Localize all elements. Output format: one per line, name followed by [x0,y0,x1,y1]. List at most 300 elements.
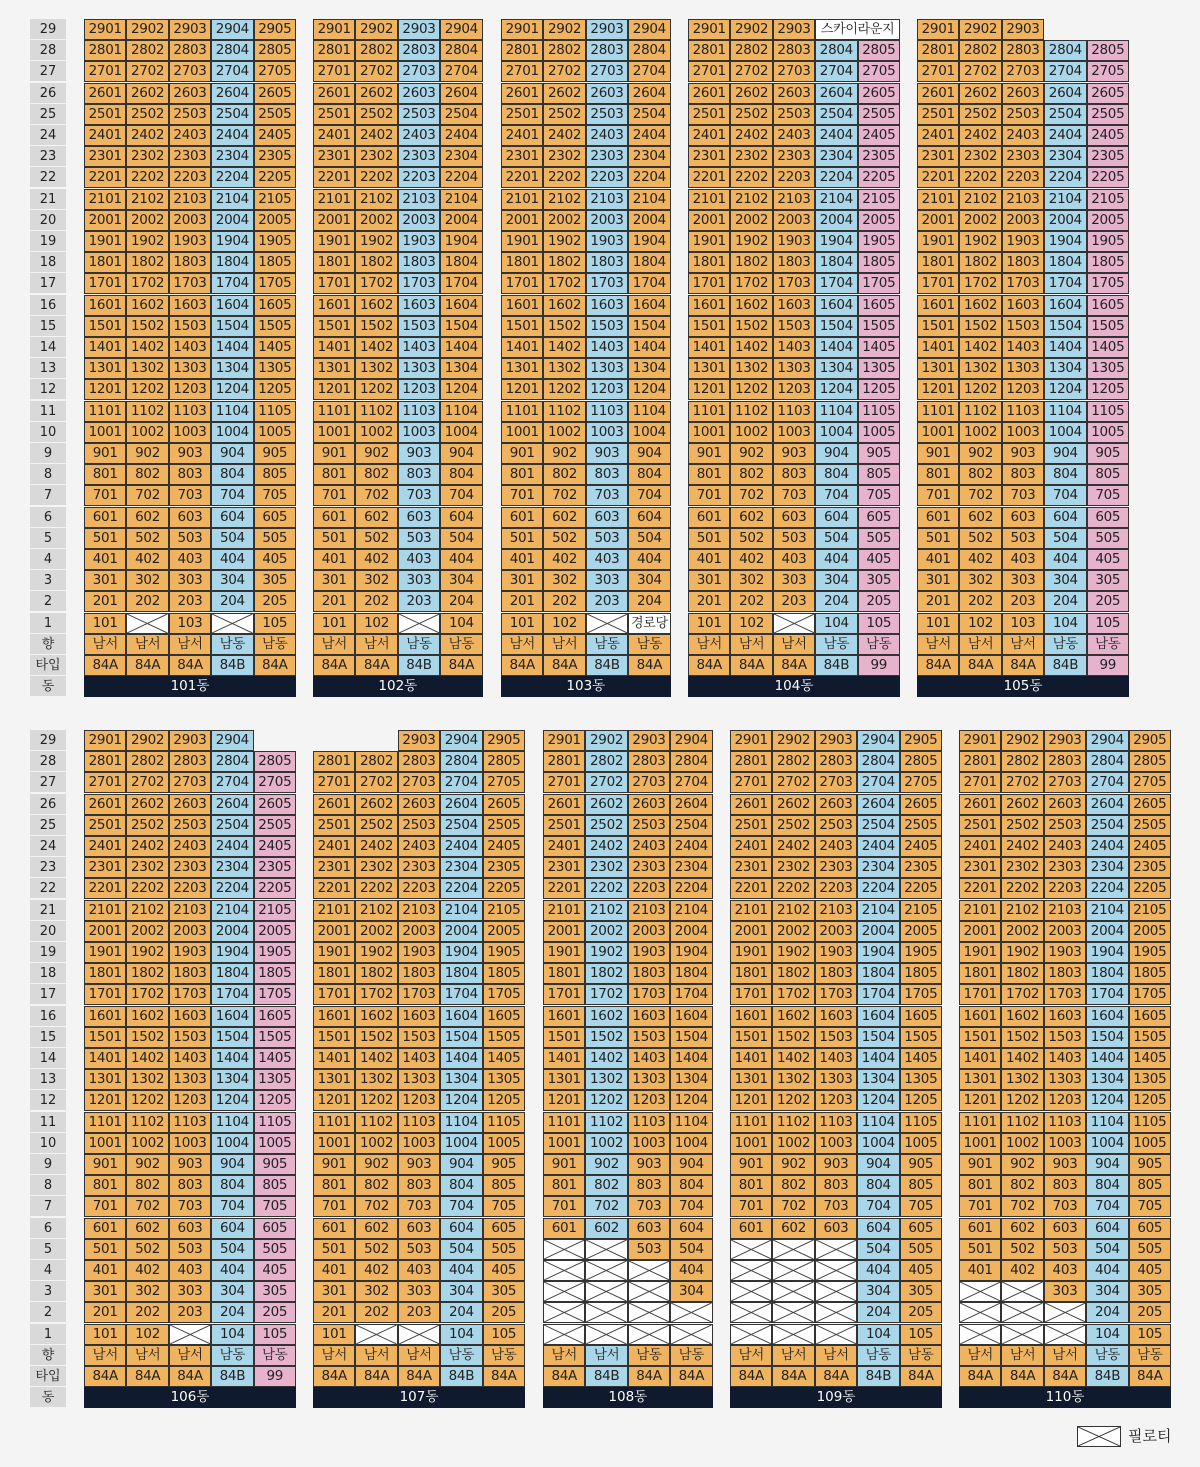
unit-cell: 602 [772,1218,814,1239]
unit-cell: 2201 [959,878,1001,899]
unit-cell: 1804 [1044,252,1086,273]
unit-cell-special: 경로당 [628,613,670,634]
unit-cell: 201 [84,591,126,612]
floor-label: 11 [30,401,66,422]
unit-cell: 1205 [1129,1090,1171,1111]
unit-cell: 2003 [169,210,211,231]
unit-cell: 1004 [857,1133,899,1154]
piloti-cell [398,613,440,634]
unit-cell: 203 [169,591,211,612]
unit-cell: 2302 [1001,857,1043,878]
unit-cell: 303 [586,570,628,591]
unit-cell: 605 [254,507,296,528]
piloti-cell [815,1239,857,1260]
unit-cell: 1801 [84,963,126,984]
unit-cell: 2504 [211,104,253,125]
unit-cell: 1602 [355,1006,397,1027]
unit-cell: 1504 [211,1027,253,1048]
unit-cell: 2001 [84,921,126,942]
unit-cell: 1801 [313,963,355,984]
unit-cell: 802 [126,1175,168,1196]
unit-cell: 1805 [1087,252,1129,273]
direction-cell: 남서 [815,1345,857,1366]
unit-cell: 1701 [313,984,355,1005]
unit-cell: 205 [858,591,900,612]
unit-cell: 1605 [254,1006,296,1027]
unit-cell: 701 [959,1196,1001,1217]
unit-cell: 1701 [959,984,1001,1005]
unit-cell: 2403 [398,125,440,146]
unit-cell: 2103 [398,900,440,921]
unit-cell: 903 [169,1154,211,1175]
unit-cell: 604 [857,1218,899,1239]
unit-cell: 2101 [84,189,126,210]
floor-label: 21 [30,900,66,921]
floor-label: 29 [30,19,66,40]
unit-cell: 1503 [628,1027,670,1048]
unit-cell: 1204 [628,379,670,400]
unit-cell: 403 [1002,549,1044,570]
unit-cell: 401 [501,549,543,570]
unit-cell: 1102 [1001,1112,1043,1133]
unit-cell: 1102 [355,1112,397,1133]
piloti-cell [815,1302,857,1323]
type-cell: 84A [483,1366,525,1387]
unit-cell: 1701 [84,984,126,1005]
unit-cell: 2803 [815,751,857,772]
unit-cell: 1301 [313,358,355,379]
unit-cell: 902 [959,443,1001,464]
unit-cell: 1105 [483,1112,525,1133]
unit-cell: 1404 [440,1048,482,1069]
building-name-bar: 107동 [313,1387,525,1408]
unit-cell: 1202 [585,1090,627,1111]
unit-cell: 902 [355,443,397,464]
unit-cell: 404 [440,1260,482,1281]
unit-cell: 2101 [917,189,959,210]
unit-cell: 1005 [1129,1133,1171,1154]
unit-cell: 2303 [815,857,857,878]
unit-cell: 1002 [730,422,772,443]
unit-cell: 104 [815,613,857,634]
unit-cell: 701 [84,485,126,506]
floor-label: 15 [30,1027,66,1048]
unit-cell: 1202 [730,379,772,400]
unit-cell: 101 [313,613,355,634]
unit-cell: 1604 [440,1006,482,1027]
unit-cell: 2301 [543,857,585,878]
unit-cell: 2703 [169,772,211,793]
unit-cell: 704 [211,1196,253,1217]
unit-cell: 403 [586,549,628,570]
direction-cell: 남서 [126,1345,168,1366]
unit-cell: 802 [355,1175,397,1196]
unit-cell: 201 [688,591,730,612]
unit-cell: 1003 [169,1133,211,1154]
unit-cell: 2402 [543,125,585,146]
type-cell: 84A [900,1366,942,1387]
type-cell: 99 [254,1366,296,1387]
unit-cell: 1002 [772,1133,814,1154]
unit-cell: 1804 [211,963,253,984]
unit-cell: 1003 [815,1133,857,1154]
unit-cell: 1803 [628,963,670,984]
unit-cell: 1201 [917,379,959,400]
unit-cell: 603 [169,1218,211,1239]
unit-cell: 2005 [900,921,942,942]
unit-cell: 702 [585,1196,627,1217]
unit-cell: 1005 [900,1133,942,1154]
unit-cell: 503 [169,1239,211,1260]
unit-cell: 1303 [398,358,440,379]
unit-cell: 1002 [543,422,585,443]
unit-cell: 101 [84,613,126,634]
unit-cell: 1402 [355,337,397,358]
unit-cell: 1802 [772,963,814,984]
piloti-cell [1001,1281,1043,1302]
unit-cell: 2903 [773,19,815,40]
unit-cell: 2004 [670,921,712,942]
unit-cell: 101 [313,1324,355,1345]
unit-cell: 2302 [730,146,772,167]
unit-cell: 2503 [1002,104,1044,125]
piloti-cross-icon [816,1325,856,1344]
unit-cell: 1101 [688,401,730,422]
piloti-cell [543,1260,585,1281]
unit-cell: 1002 [1001,1133,1043,1154]
unit-cell: 803 [398,464,440,485]
direction-cell: 남동 [628,634,670,655]
unit-cell: 902 [585,1154,627,1175]
unit-cell: 1004 [211,422,253,443]
unit-cell: 2304 [1086,857,1128,878]
unit-cell: 2103 [586,189,628,210]
unit-cell: 602 [585,1218,627,1239]
unit-cell: 1402 [126,337,168,358]
unit-cell: 703 [1002,485,1044,506]
unit-cell: 604 [211,507,253,528]
unit-cell: 1605 [858,295,900,316]
piloti-cross-icon [816,1240,856,1259]
unit-cell: 402 [126,1260,168,1281]
floor-label: 12 [30,379,66,400]
unit-cell: 2104 [440,900,482,921]
unit-cell: 2801 [959,751,1001,772]
unit-cell: 1902 [1001,942,1043,963]
direction-cell: 남서 [917,634,959,655]
unit-cell: 305 [1087,570,1129,591]
direction-cell: 남동 [1129,1345,1171,1366]
unit-cell: 2801 [313,751,355,772]
direction-cell: 남동 [628,1345,670,1366]
unit-cell: 1401 [84,337,126,358]
unit-cell: 2602 [126,83,168,104]
unit-cell: 1402 [543,337,585,358]
unit-cell: 403 [169,549,211,570]
unit-cell: 602 [126,1218,168,1239]
unit-cell: 2304 [211,857,253,878]
unit-cell: 1403 [398,337,440,358]
unit-cell: 1901 [917,231,959,252]
unit-cell: 802 [730,464,772,485]
floor-label: 9 [30,1154,66,1175]
unit-cell: 2002 [772,921,814,942]
unit-cell: 1103 [169,1112,211,1133]
unit-cell: 1504 [440,316,482,337]
unit-cell: 1602 [730,295,772,316]
unit-cell: 401 [313,549,355,570]
unit-cell: 605 [483,1218,525,1239]
floor-label: 6 [30,1218,66,1239]
piloti-cell [398,1324,440,1345]
piloti-cross-icon [773,1240,813,1259]
unit-cell: 2304 [857,857,899,878]
unit-cell: 1704 [1086,984,1128,1005]
unit-cell: 1003 [1044,1133,1086,1154]
unit-cell: 2501 [84,104,126,125]
type-cell: 84A [628,1366,670,1387]
type-cell: 84A [543,1366,585,1387]
unit-cell: 1202 [355,379,397,400]
type-cell: 84A [959,655,1001,676]
unit-cell: 204 [440,1302,482,1323]
unit-cell: 702 [355,1196,397,1217]
unit-cell: 2902 [126,19,168,40]
unit-cell: 1802 [959,252,1001,273]
unit-cell: 2605 [900,794,942,815]
unit-cell: 202 [126,1302,168,1323]
unit-cell: 804 [670,1175,712,1196]
unit-cell: 2102 [355,900,397,921]
unit-cell: 302 [126,1281,168,1302]
unit-cell: 2202 [355,167,397,188]
unit-cell: 1604 [857,1006,899,1027]
unit-cell: 1301 [917,358,959,379]
unit-cell: 1601 [313,295,355,316]
unit-cell: 2301 [917,146,959,167]
unit-cell: 602 [126,507,168,528]
unit-cell: 804 [440,464,482,485]
type-cell: 84B [857,1366,899,1387]
piloti-cross-icon [1002,1303,1042,1322]
unit-cell: 602 [543,507,585,528]
piloti-cell [1044,1324,1086,1345]
unit-cell: 2004 [815,210,857,231]
unit-cell: 604 [815,507,857,528]
unit-cell: 301 [917,570,959,591]
unit-cell: 2101 [313,189,355,210]
direction-cell: 남서 [730,1345,772,1366]
unit-cell: 1905 [1129,942,1171,963]
piloti-cross-icon [586,1303,626,1322]
unit-cell: 2701 [501,61,543,82]
unit-cell: 1205 [254,1090,296,1111]
direction-cell: 남서 [543,1345,585,1366]
unit-cell: 1202 [959,379,1001,400]
type-cell: 84A [628,655,670,676]
unit-cell: 504 [1044,528,1086,549]
unit-cell: 2101 [688,189,730,210]
unit-cell: 1104 [815,401,857,422]
unit-cell: 2701 [959,772,1001,793]
unit-cell: 1304 [211,358,253,379]
floor-label: 14 [30,1048,66,1069]
unit-cell: 805 [254,1175,296,1196]
unit-cell: 1705 [1087,273,1129,294]
unit-cell: 1404 [670,1048,712,1069]
piloti-cell [772,1239,814,1260]
unit-cell: 1203 [1002,379,1044,400]
unit-cell: 1102 [355,401,397,422]
piloti-cross-icon [773,1261,813,1280]
unit-cell: 2704 [815,61,857,82]
piloti-cell [772,1324,814,1345]
unit-cell: 2005 [254,210,296,231]
unit-cell: 1003 [628,1133,670,1154]
unit-cell: 2805 [900,751,942,772]
unit-cell: 1201 [313,379,355,400]
unit-cell: 1002 [355,422,397,443]
unit-cell: 1904 [815,231,857,252]
unit-cell: 801 [917,464,959,485]
unit-cell: 1302 [959,358,1001,379]
unit-cell: 2702 [355,772,397,793]
unit-cell: 1103 [773,401,815,422]
unit-cell: 1705 [1129,984,1171,1005]
unit-cell: 1302 [1001,1069,1043,1090]
unit-cell: 802 [543,464,585,485]
unit-cell: 1505 [254,316,296,337]
unit-cell: 1901 [84,942,126,963]
unit-cell: 2802 [355,751,397,772]
unit-cell: 1805 [254,252,296,273]
piloti-cross-icon [816,1282,856,1301]
unit-cell: 205 [1087,591,1129,612]
unit-cell: 1304 [1086,1069,1128,1090]
piloti-cell [772,1260,814,1281]
unit-cell: 2903 [586,19,628,40]
unit-cell: 1704 [857,984,899,1005]
direction-cell: 남서 [959,1345,1001,1366]
unit-cell: 2304 [670,857,712,878]
unit-cell: 404 [670,1260,712,1281]
unit-cell: 702 [772,1196,814,1217]
unit-cell: 501 [959,1239,1001,1260]
unit-cell: 2703 [773,61,815,82]
unit-cell: 1201 [959,1090,1001,1111]
unit-cell: 2701 [917,61,959,82]
unit-cell: 2703 [169,61,211,82]
unit-cell: 703 [1044,1196,1086,1217]
unit-cell: 2302 [585,857,627,878]
direction-cell: 남서 [688,634,730,655]
unit-cell: 1704 [1044,273,1086,294]
unit-cell: 205 [900,1302,942,1323]
unit-cell: 901 [84,1154,126,1175]
unit-cell: 2604 [628,83,670,104]
unit-cell: 405 [900,1260,942,1281]
unit-cell: 1505 [900,1027,942,1048]
unit-cell: 1703 [586,273,628,294]
unit-cell: 1304 [815,358,857,379]
unit-cell: 102 [126,1324,168,1345]
piloti-cell [959,1281,1001,1302]
unit-cell: 1803 [398,252,440,273]
unit-cell: 2702 [543,61,585,82]
piloti-cell [586,613,628,634]
unit-cell: 1404 [440,337,482,358]
unit-cell: 1905 [858,231,900,252]
unit-cell: 1901 [313,231,355,252]
unit-cell: 2205 [1129,878,1171,899]
unit-cell: 2903 [169,19,211,40]
unit-cell: 1405 [483,1048,525,1069]
unit-cell: 704 [440,485,482,506]
unit-cell: 2704 [1086,772,1128,793]
unit-cell: 2103 [773,189,815,210]
unit-cell: 2905 [254,19,296,40]
unit-cell: 2303 [1002,146,1044,167]
unit-cell: 1301 [501,358,543,379]
unit-cell: 1403 [815,1048,857,1069]
unit-cell: 2303 [773,146,815,167]
unit-cell: 1702 [772,984,814,1005]
unit-cell: 2202 [126,878,168,899]
unit-cell: 1503 [1044,1027,1086,1048]
unit-cell: 503 [586,528,628,549]
unit-cell: 2801 [688,40,730,61]
piloti-legend-label: 필로티 [1128,1427,1172,1445]
unit-cell: 601 [730,1218,772,1239]
unit-cell: 1701 [543,984,585,1005]
unit-cell: 2704 [440,772,482,793]
unit-cell: 1503 [1002,316,1044,337]
unit-cell: 1903 [815,942,857,963]
unit-cell: 1804 [857,963,899,984]
unit-cell: 1504 [211,316,253,337]
unit-cell: 1504 [440,1027,482,1048]
unit-cell: 2603 [398,83,440,104]
unit-cell: 1903 [169,942,211,963]
unit-cell: 204 [815,591,857,612]
unit-cell: 601 [917,507,959,528]
piloti-cell [670,1324,712,1345]
unit-cell: 604 [670,1218,712,1239]
unit-cell: 2601 [959,794,1001,815]
floor-label: 2 [30,591,66,612]
floor-label: 18 [30,252,66,273]
unit-cell: 1503 [773,316,815,337]
unit-cell: 1902 [543,231,585,252]
unit-cell: 404 [211,549,253,570]
unit-cell: 901 [959,1154,1001,1175]
unit-cell: 1701 [917,273,959,294]
unit-cell: 601 [688,507,730,528]
unit-cell: 803 [1044,1175,1086,1196]
unit-cell: 801 [730,1175,772,1196]
unit-cell: 2901 [313,19,355,40]
unit-cell: 403 [169,1260,211,1281]
unit-cell: 904 [815,443,857,464]
unit-cell: 1301 [313,1069,355,1090]
unit-cell: 1502 [1001,1027,1043,1048]
direction-cell: 남서 [501,634,543,655]
unit-cell: 2201 [313,167,355,188]
piloti-cell [959,1324,1001,1345]
unit-cell: 2103 [815,900,857,921]
unit-cell: 2204 [628,167,670,188]
unit-cell: 1404 [1044,337,1086,358]
